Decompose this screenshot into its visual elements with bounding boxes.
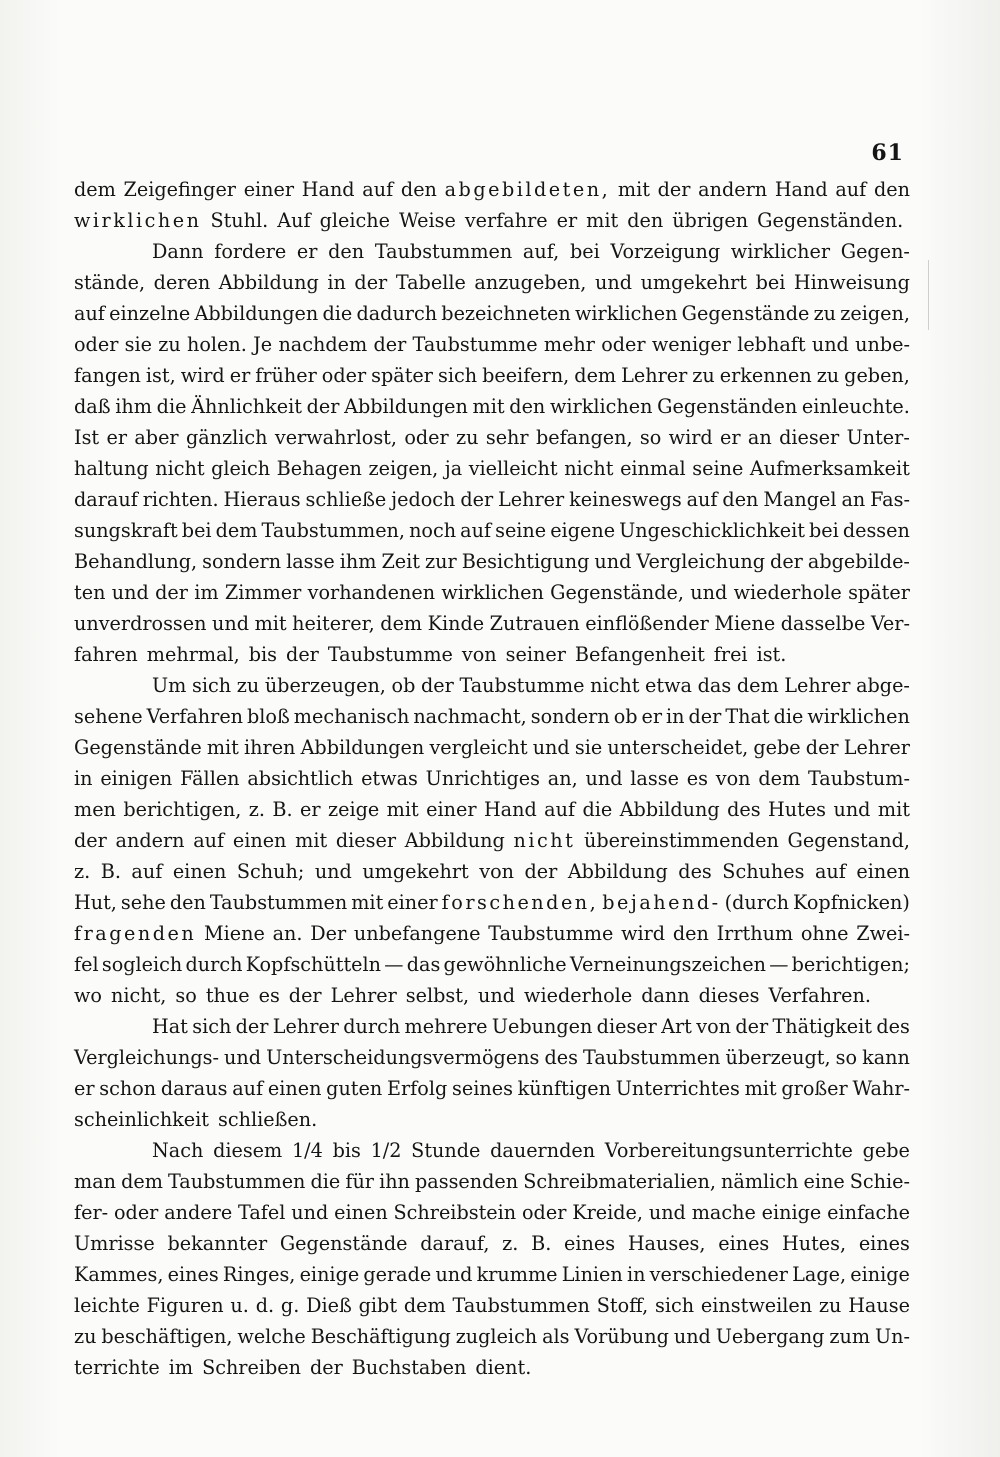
text-line: z. B. auf einen Schuh; und umgekehrt von der Abbildung des Schuhes auf einen bbox=[74, 860, 910, 883]
text-line: men berichtigen, z. B. er zeige mit einer Hand auf die Abbildung des Hutes und mit bbox=[74, 798, 910, 821]
text-line: fragenden Miene an. Der unbefangene Taubstumme wird den Irrthum ohne Zwei- bbox=[74, 922, 910, 945]
text-line: der andern auf einen mit dieser Abbildung nicht übereinstimmenden Gegenstand, bbox=[74, 829, 910, 852]
text-line: Gegenstände mit ihren Abbildungen vergleicht und sie unterscheidet, gebe der Lehrer bbox=[74, 736, 910, 759]
text-line: daß ihm die Ähnlichkeit der Abbildungen mit den wirklichen Gegenständen einleuchte. bbox=[74, 395, 910, 418]
text-line: Behandlung, sondern lasse ihm Zeit zur Besichtigung und Vergleichung der abgebilde- bbox=[74, 550, 910, 573]
text-line: leichte Figuren u. d. g. Dieß gibt dem Taubstummen Stoff, sich einstweilen zu Hause bbox=[74, 1294, 910, 1317]
text-line: wo nicht, so thue es der Lehrer selbst, und wiederhole dann dieses Verfahren. bbox=[74, 984, 871, 1007]
text-line: fer- oder andere Tafel und einen Schreibstein oder Kreide, und mache einige einfache bbox=[74, 1201, 910, 1224]
text-line: Umrisse bekannter Gegenstände darauf, z. B. eines Hauses, eines Hutes, eines bbox=[74, 1232, 910, 1255]
text-line: Hut, sehe den Taubstummen mit einer forschenden, bejahend- (durch Kopfnicken) bbox=[74, 891, 910, 914]
text-line: Dann fordere er den Taubstummen auf, bei Vorzeigung wirklicher Gegen- bbox=[152, 240, 910, 263]
body-text bbox=[74, 174, 910, 1383]
text-line: Um sich zu überzeugen, ob der Taubstumme nicht etwa das dem Lehrer abge- bbox=[152, 674, 910, 697]
text-line: scheinlichkeit schließen. bbox=[74, 1108, 318, 1131]
text-line: Vergleichungs- und Unterscheidungsvermögens des Taubstummen überzeugt, so kann bbox=[74, 1046, 910, 1069]
text-line: terrichte im Schreiben der Buchstaben dient. bbox=[74, 1356, 532, 1379]
text-line: Nach diesem 1/4 bis 1/2 Stunde dauernden Vorbereitungsunterrichte gebe bbox=[152, 1139, 910, 1162]
text-line: darauf richten. Hieraus schließe jedoch der Lehrer keineswegs auf den Mangel an Fas- bbox=[74, 488, 910, 511]
text-line: man dem Taubstummen die für ihn passenden Schreibmaterialien, nämlich eine Schie- bbox=[74, 1170, 910, 1193]
text-line: wirklichen Stuhl. Auf gleiche Weise verfahre er mit den übrigen Gegenständen. bbox=[74, 209, 904, 232]
text-line: zu beschäftigen, welche Beschäftigung zugleich als Vorübung und Uebergang zum Un- bbox=[74, 1325, 910, 1348]
text-line: stände, deren Abbildung in der Tabelle anzugeben, und umgekehrt bei Hinweisung bbox=[74, 271, 910, 294]
text-line: haltung nicht gleich Behagen zeigen, ja vielleicht nicht einmal seine Aufmerksamkeit bbox=[74, 457, 910, 480]
text-line: dem Zeigefinger einer Hand auf den abgebildeten, mit der andern Hand auf den bbox=[74, 178, 910, 201]
margin-mark bbox=[928, 260, 929, 330]
text-line: er schon daraus auf einen guten Erfolg seines künftigen Unterrichtes mit großer Wahr- bbox=[74, 1077, 910, 1100]
text-line: unverdrossen und mit heiterer, dem Kinde Zutrauen einflößender Miene dasselbe Ver- bbox=[74, 612, 910, 635]
text-line: fangen ist, wird er früher oder später sich beeifern, dem Lehrer zu erkennen zu geben, bbox=[74, 364, 910, 387]
page-number: 61 bbox=[871, 140, 904, 166]
text-line: Ist er aber gänzlich verwahrlost, oder zu sehr befangen, so wird er an dieser Unter- bbox=[74, 426, 910, 449]
text-line: fahren mehrmal, bis der Taubstumme von seiner Befangenheit frei ist. bbox=[74, 643, 787, 666]
text-line: in einigen Fällen absichtlich etwas Unrichtiges an, und lasse es von dem Taubstum- bbox=[74, 767, 910, 790]
text-line: auf einzelne Abbildungen die dadurch bezeichneten wirklichen Gegenstände zu zeigen, bbox=[74, 302, 910, 325]
text-line: Kammes, eines Ringes, einige gerade und krumme Linien in verschiedener Lage, einige bbox=[74, 1263, 910, 1286]
text-line: sungskraft bei dem Taubstummen, noch auf seine eigene Ungeschicklichkeit bei dessen bbox=[74, 519, 910, 542]
text-line: fel sogleich durch Kopfschütteln — das gewöhnliche Verneinungszeichen — berichtigen; bbox=[74, 953, 910, 976]
text-line: Hat sich der Lehrer durch mehrere Uebungen dieser Art von der Thätigkeit des bbox=[152, 1015, 910, 1038]
text-line: sehene Verfahren bloß mechanisch nachmacht, sondern ob er in der That die wirklichen bbox=[74, 705, 910, 728]
text-line: ten und der im Zimmer vorhandenen wirklichen Gegenstände, und wiederhole später bbox=[74, 581, 910, 604]
text-line: oder sie zu holen. Je nachdem der Taubstumme mehr oder weniger lebhaft und unbe- bbox=[74, 333, 910, 356]
